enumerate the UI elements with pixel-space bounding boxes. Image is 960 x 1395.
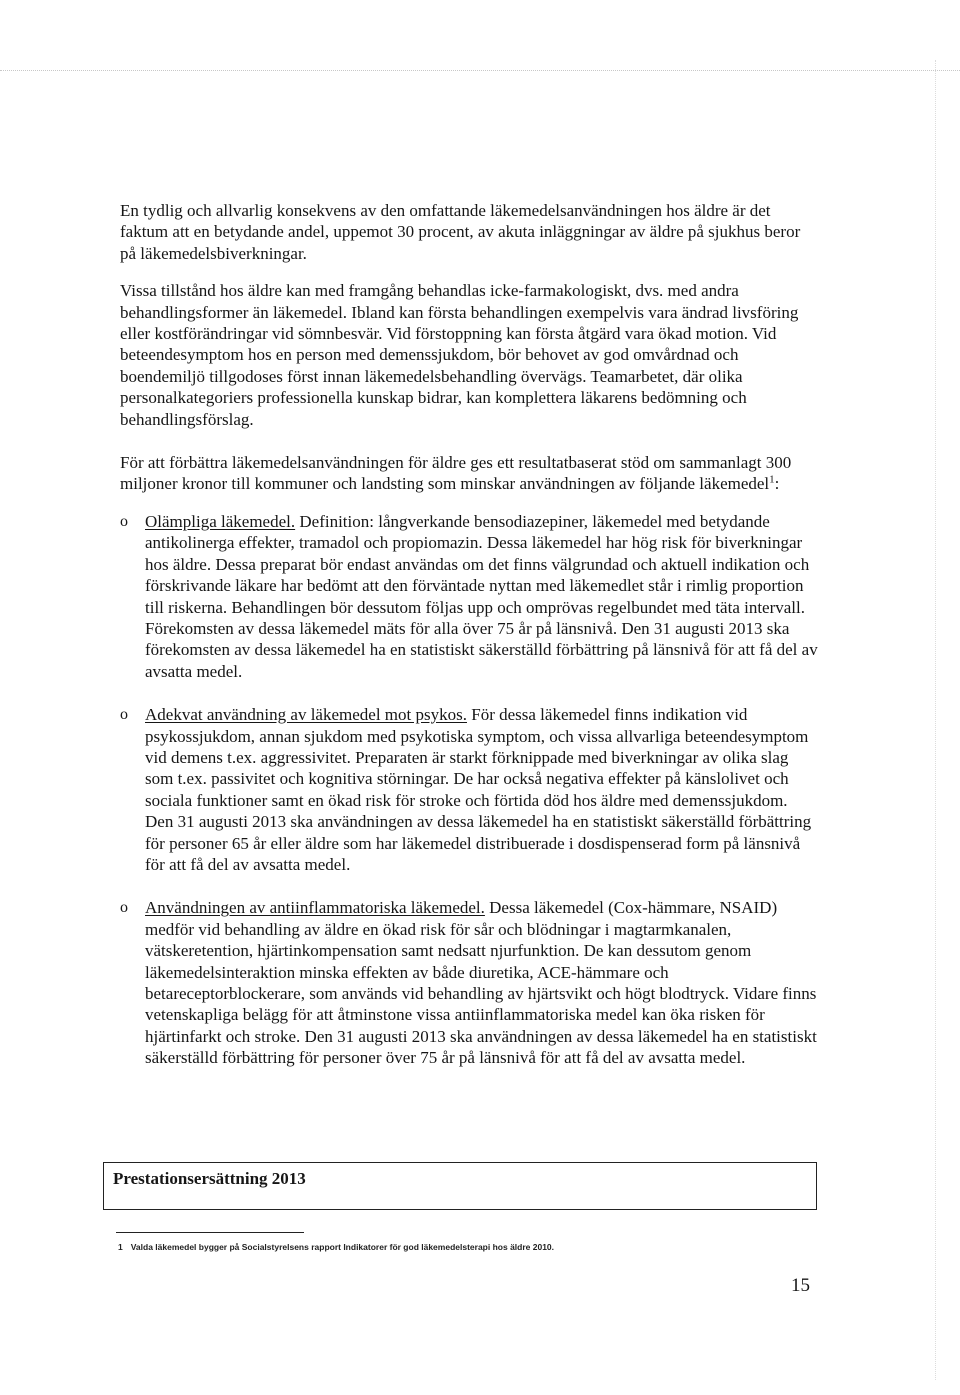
- list-item-title: Olämpliga läkemedel.: [145, 511, 296, 531]
- page-number: 15: [791, 1275, 810, 1296]
- list-item-text: För dessa läkemedel finns indikation vid psykossjukdom, annan sjukdom med psykotiska symptom, och vissa allvarliga beteendesymptom vid demens t.ex. aggressivitet. Preparaten är starkt förknippade med biverkningar av olika slag som t.ex. passivitet och kognitiva störningar. De har också negativa effekter på känslolivet och sociala funktioner samt en ökad risk för stroke och förtida död hos äldre med demenssjukdom. Den 31 augusti 2013 ska användningen av dessa läkemedel ha en statistiskt säkerställd förbättring för personer 65 år eller äldre som har läkemedel distribuerade i dosdispenserad form på länsnivå för att få del av avsatta medel.: [145, 705, 812, 874]
- intro-paragraph: En tydlig och allvarlig konsekvens av den omfattande läkemedelsanvändningen hos äldre är det faktum att en betydande andel, uppemot 30 procent, av akuta inläggningar av äldre på sjukhus beror på läkemedelsbiverkningar.: [120, 201, 801, 263]
- bullet-icon: o: [120, 512, 128, 530]
- list-item-text: Definition: långverkande bensodiazepiner, läkemedel med betydande antikolinerga effekter, tramadol och propiomazin. Dessa läkemedel har hög risk för biverkningar hos äldre. Dessa preparat bör endast användas om det finns välgrundad och aktuell indikation och förskrivande läkare har bedömt att den förväntade nyttan med läkemedlet står i rimlig proportion till riskerna. Behandlingen bör dessutom följas upp och omprövas regelbundet med täta intervall. Förekomsten av dessa läkemedel mäts för alla över 75 år på länsnivå. Den 31 augusti 2013 ska förekomsten av dessa läkemedel ha en statistiskt säkerställd förbättring på länsnivå för att få del av avsatta medel.: [145, 511, 818, 681]
- section-title: Prestationsersättning 2013: [113, 1169, 306, 1188]
- non-pharmacological-paragraph: Vissa tillstånd hos äldre kan med framgång behandlas icke-farmakologiskt, dvs. med andra behandlingsformer än läkemedel. Ibland kan första behandlingen exempelvis vara ändrad livsföring eller kostförändringar vid sömnbesvär. Vid förstoppning kan första åtgärd vara ökad motion. Vid beteendesymptom hos en person med demenssjukdom, bör behovet av god omvårdnad och boendemiljö tillgodoses först innan läkemedelsbehandling övervägs. Teamarbetet, där olika personalkategoriers professionella kunskap bidrar, kan komplettera läkarens bedömning och behandlingsförslag.: [120, 281, 799, 429]
- funding-colon: :: [774, 474, 780, 494]
- footnote-reference: 1: [769, 473, 775, 486]
- funding-paragraph: [120, 452, 820, 495]
- list-item-psykos: [120, 704, 820, 875]
- scan-edge-top: [0, 70, 960, 71]
- list-item-title: Användningen av antiinflammatoriska läkemedel.: [145, 898, 485, 918]
- bullet-icon: o: [120, 706, 128, 724]
- scan-edge-right: [935, 60, 936, 1380]
- body-text: [120, 200, 820, 1091]
- medication-list: [120, 511, 820, 1069]
- list-item-title: Adekvat användning av läkemedel mot psykos.: [145, 705, 467, 725]
- list-item-antiinflammatoriska: [120, 897, 820, 1068]
- footnote-text: Valda läkemedel bygger på Socialstyrelsens rapport Indikatorer för god läkemedelsterapi hos äldre 2010.: [130, 1242, 555, 1252]
- list-item-text: Dessa läkemedel (Cox-hämmare, NSAID) medför vid behandling av äldre en ökad risk för sår och blödningar i magtarmkanalen, vätskeretention, hjärtinkompensation samt nedsatt njurfunktion. De kan dessutom genom läkemedelsinteraktion minska effekten av både diuretika, ACE-hämmare och betareceptorblockerare, som används vid behandling av hjärtsvikt och högt blodtryck. Vidare finns vetenskapliga belägg för att åtminstone vissa antiinflammatoriska medel kan öka risken för hjärtinfarkt och stroke. Den 31 augusti 2013 ska användningen av dessa läkemedel ha en statistiskt säkerställd förbättring för personer över 75 år på länsnivå för att få del av avsatta medel.: [145, 898, 817, 1068]
- funding-text: För att förbättra läkemedelsanvändningen för äldre ges ett resultatbaserat stöd om sammanlagt 300 miljoner kronor till kommuner och landsting som minskar användningen av följande läkemedel: [120, 453, 792, 494]
- section-box: [103, 1162, 817, 1210]
- bullet-icon: o: [120, 899, 128, 917]
- footnote: [118, 1242, 554, 1252]
- footnote-number: 1: [118, 1242, 123, 1252]
- footnote-divider: [116, 1232, 304, 1233]
- list-item-olampliga: [120, 511, 820, 682]
